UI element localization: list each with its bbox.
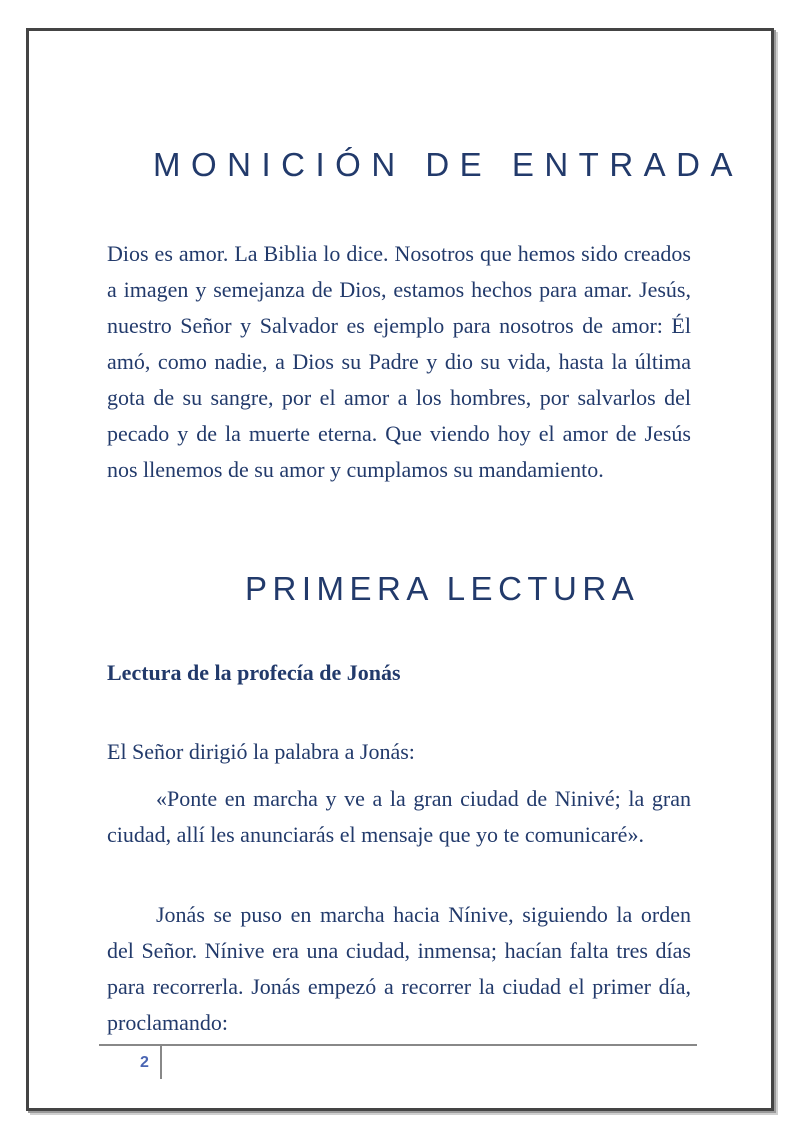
reading-paragraph-quote: «Ponte en marcha y ve a la gran ciudad de Ninivé; la gran ciudad, allí les anunciarás el mensaje que yo te comunicaré».	[107, 786, 691, 847]
page-number: 2	[140, 1054, 149, 1071]
footer-rule	[99, 1044, 697, 1046]
intro-paragraph: Dios es amor. La Biblia lo dice. Nosotros que hemos sido creados a imagen y semejanza de Dios, estamos hechos para amar. Jesús, nuestro Señor y Salvador es ejemplo para nosotros de amor: Él amó, como nadie, a Dios su Padre y dio su vida, hasta la última gota de su sangre, por el amor a los hombres, por salvarlos del pecado y de la muerte eterna. Que viendo hoy el amor de Jesús nos llenemos de su amor y cumplamos su mandamiento.	[107, 241, 691, 482]
reading-paragraph-narrative: Jonás se puso en marcha hacia Nínive, siguiendo la orden del Señor. Nínive era una ciudad, inmensa; hacían falta tres días para recorrerla. Jonás empezó a recorrer la ciudad el primer día, proclamando:	[107, 902, 691, 1035]
entrance-heading: MONICIÓN DE ENTRADA	[153, 146, 744, 183]
first-reading-heading: PRIMERA LECTURA	[245, 570, 640, 607]
footer-divider	[160, 1046, 162, 1079]
reading-title: Lectura de la profecía de Jonás	[107, 660, 401, 685]
reading-intro-line: El Señor dirigió la palabra a Jonás:	[107, 739, 415, 764]
